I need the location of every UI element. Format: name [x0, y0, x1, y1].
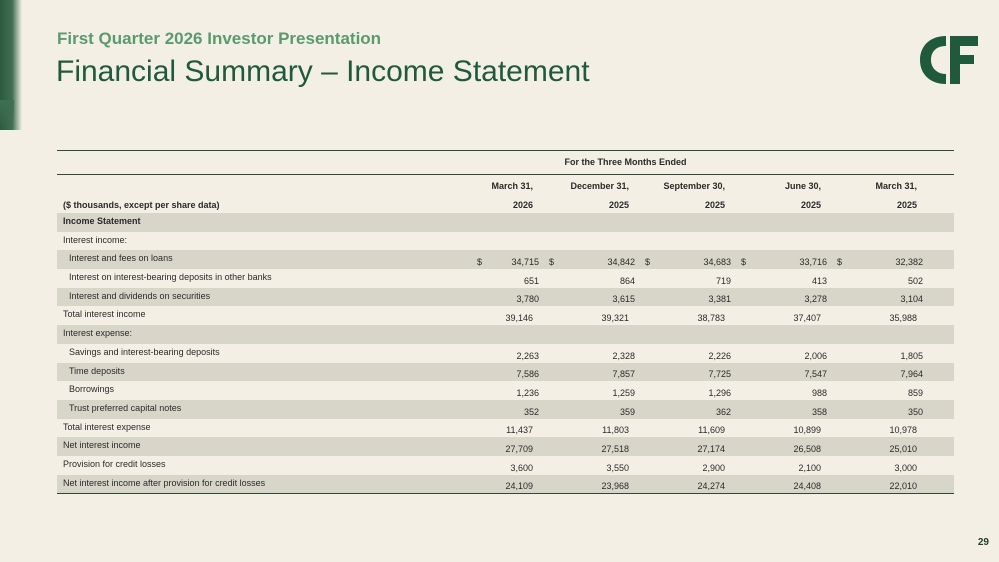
cell-value: 358	[811, 406, 827, 417]
table-body	[57, 213, 954, 493]
cell-value: 719	[715, 275, 731, 286]
cell-value: 362	[715, 406, 731, 417]
table-cell	[463, 230, 535, 232]
table-row	[57, 325, 954, 344]
table-row	[57, 381, 954, 400]
table-row	[57, 288, 954, 307]
cell-value: 350	[907, 406, 923, 417]
table-cell	[727, 342, 823, 344]
cell-value: 864	[619, 275, 635, 286]
table-cell	[535, 230, 631, 232]
cell-value: 24,408	[793, 481, 821, 492]
cell-value: 1,296	[708, 387, 731, 398]
table-cell	[463, 425, 535, 437]
cell-value: 33,716	[799, 257, 827, 268]
cell-value: 37,407	[793, 313, 821, 324]
table-cell	[535, 313, 631, 325]
table-cell	[463, 313, 535, 325]
cell-value: 502	[907, 275, 923, 286]
cell-value: 2,900	[702, 462, 725, 473]
slide-title: Financial Summary – Income Statement	[56, 55, 590, 88]
col-month: December 31,	[570, 181, 629, 191]
presentation-subtitle: First Quarter 2026 Investor Presentation	[57, 29, 382, 48]
table-cell	[823, 444, 919, 456]
cell-value: 3,600	[510, 462, 533, 473]
cell-value: 2,100	[798, 462, 821, 473]
table-cell	[637, 276, 733, 288]
cell-value: 2,263	[516, 350, 539, 361]
cell-value: 11,803	[602, 425, 629, 436]
table-row	[57, 213, 954, 232]
table-cell	[733, 276, 829, 288]
table-cell	[469, 388, 541, 400]
row-label: Total interest income	[63, 309, 146, 320]
cell-value: 24,109	[505, 481, 533, 492]
cell-value: 10,978	[889, 425, 917, 436]
table-cell	[535, 248, 631, 250]
cell-value: 3,780	[516, 294, 539, 305]
table-cell	[823, 425, 919, 437]
cell-value: 27,518	[601, 443, 629, 454]
table-cell	[727, 248, 823, 250]
table-cell	[535, 481, 631, 493]
decorative-left-band	[0, 0, 22, 130]
table-cell	[469, 294, 541, 306]
cell-value: 859	[907, 387, 923, 398]
row-label: Income Statement	[63, 216, 141, 226]
table-row	[57, 269, 954, 288]
table-cell	[727, 230, 823, 232]
table-cell	[637, 294, 733, 306]
cell-value: 39,146	[505, 313, 533, 324]
table-cell	[637, 388, 733, 400]
cell-value: 988	[811, 387, 827, 398]
dollar-sign: $	[477, 257, 483, 268]
table-cell	[637, 257, 733, 269]
row-label: Net interest income	[63, 440, 141, 451]
cell-value: 39,321	[601, 313, 629, 324]
table-cell	[541, 294, 637, 306]
table-cell	[631, 313, 727, 325]
table-cell	[637, 407, 733, 419]
cell-value: 3,550	[606, 462, 629, 473]
table-row	[57, 400, 954, 419]
cell-value: 3,000	[894, 462, 917, 473]
table-row	[57, 306, 954, 325]
col-year: 2025	[704, 200, 725, 210]
header-row-months	[57, 175, 954, 194]
cell-value: 3,278	[804, 294, 827, 305]
table-cell	[637, 351, 733, 363]
table-cell	[829, 257, 925, 269]
cell-value: 413	[811, 275, 827, 286]
cell-value: 34,842	[607, 257, 635, 268]
col-month: March 31,	[875, 181, 917, 191]
table-cell	[727, 481, 823, 493]
col-year: 2025	[608, 200, 629, 210]
row-label: Borrowings	[69, 384, 115, 395]
cell-value: 32,382	[895, 257, 923, 268]
row-label: Savings and interest-bearing deposits	[69, 346, 220, 357]
row-label: Interest and fees on loans	[69, 253, 173, 264]
table-cell	[727, 463, 823, 475]
table-cell	[541, 351, 637, 363]
table-cell	[631, 342, 727, 344]
table-cell	[631, 444, 727, 456]
row-label: Interest income:	[63, 234, 128, 245]
table-row	[57, 437, 954, 456]
table-cell	[463, 463, 535, 475]
dollar-sign: $	[549, 257, 555, 268]
cell-value: 35,988	[889, 313, 917, 324]
cell-value: 7,547	[804, 369, 827, 380]
cell-value: 26,508	[793, 443, 821, 454]
cell-value: 7,857	[612, 369, 635, 380]
row-label: Interest on interest-bearing deposits in other banks	[69, 272, 272, 283]
table-row	[57, 419, 954, 438]
table-cell	[541, 407, 637, 419]
table-cell	[829, 276, 925, 288]
table-cell	[637, 369, 733, 381]
table-row	[57, 363, 954, 382]
dollar-sign: $	[645, 257, 651, 268]
row-label: Net interest income after provision for credit losses	[63, 477, 266, 488]
col-month: June 30,	[784, 181, 821, 191]
table-cell	[541, 369, 637, 381]
cf-monogram-logo-icon	[916, 30, 980, 90]
table-cell	[469, 369, 541, 381]
row-label: Provision for credit losses	[63, 458, 166, 469]
svg-text:&: &	[937, 56, 949, 71]
table-cell	[631, 463, 727, 475]
cell-value: 359	[619, 406, 635, 417]
row-label: Time deposits	[69, 365, 125, 376]
cell-value: 34,683	[703, 257, 731, 268]
table-cell	[535, 342, 631, 344]
table-cell	[733, 388, 829, 400]
table-cell	[823, 248, 919, 250]
table-cell	[469, 276, 541, 288]
table-cell	[631, 230, 727, 232]
table-cell	[829, 369, 925, 381]
cell-value: 25,010	[889, 443, 917, 454]
table-cell	[469, 407, 541, 419]
table-cell	[727, 313, 823, 325]
cell-value: 2,226	[708, 350, 731, 361]
cell-value: 22,010	[889, 481, 917, 492]
table-cell	[727, 444, 823, 456]
table-cell	[541, 257, 637, 269]
table-cell	[823, 481, 919, 493]
table-cell	[733, 369, 829, 381]
dollar-sign: $	[837, 257, 843, 268]
table-cell	[463, 444, 535, 456]
col-year: 2025	[896, 200, 917, 210]
cell-value: 2,006	[804, 350, 827, 361]
table-cell	[541, 276, 637, 288]
table-cell	[733, 351, 829, 363]
cell-value: 10,899	[793, 425, 821, 436]
table-cell	[823, 342, 919, 344]
table-cell	[823, 463, 919, 475]
cell-value: 11,437	[506, 425, 533, 436]
income-statement-table	[57, 150, 954, 494]
page-number: 29	[977, 537, 989, 548]
cell-value: 352	[523, 406, 539, 417]
cell-value: 651	[523, 275, 539, 286]
table-row	[57, 232, 954, 251]
table-cell	[631, 248, 727, 250]
table-cell	[823, 230, 919, 232]
table-cell	[727, 425, 823, 437]
table-cell	[541, 388, 637, 400]
table-cell	[463, 481, 535, 493]
row-label: Total interest expense	[63, 421, 151, 432]
col-month: September 30,	[663, 181, 725, 191]
table-cell	[535, 425, 631, 437]
row-label: Trust preferred capital notes	[69, 402, 182, 413]
cell-value: 23,968	[601, 481, 629, 492]
table-cell	[463, 248, 535, 250]
table-cell	[631, 481, 727, 493]
cell-value: 38,783	[697, 313, 725, 324]
table-cell	[823, 313, 919, 325]
units-label: ($ thousands, except per share data)	[63, 200, 220, 210]
table-row	[57, 344, 954, 363]
cell-value: 27,174	[697, 443, 725, 454]
cell-value: 2,328	[612, 350, 635, 361]
row-label: Interest and dividends on securities	[69, 290, 211, 301]
cell-value: 7,725	[708, 369, 731, 380]
table-cell	[829, 294, 925, 306]
cell-value: 3,615	[612, 294, 635, 305]
table-cell	[733, 257, 829, 269]
dollar-sign: $	[741, 257, 747, 268]
cell-value: 11,609	[698, 425, 725, 436]
col-month: March 31,	[491, 181, 533, 191]
table-cell	[469, 351, 541, 363]
col-year: 2026	[512, 200, 533, 210]
table-cell	[829, 407, 925, 419]
cell-value: 27,709	[505, 443, 533, 454]
table-cell	[535, 463, 631, 475]
row-label: Interest expense:	[63, 328, 133, 339]
table-row	[57, 475, 954, 494]
table-bottom-rule	[57, 493, 954, 494]
table-cell	[463, 342, 535, 344]
table-cell	[733, 407, 829, 419]
table-cell	[733, 294, 829, 306]
cell-value: 1,259	[612, 387, 635, 398]
table-row	[57, 456, 954, 475]
cell-value: 7,964	[900, 369, 923, 380]
cell-value: 1,236	[516, 387, 539, 398]
period-header: For the Three Months Ended	[57, 151, 954, 175]
cell-value: 3,381	[708, 294, 731, 305]
table-cell	[829, 351, 925, 363]
cell-value: 1,805	[900, 350, 923, 361]
cell-value: 24,274	[697, 481, 725, 492]
table-cell	[469, 257, 541, 269]
col-year: 2025	[800, 200, 821, 210]
table-cell	[829, 388, 925, 400]
header-row-years	[57, 194, 954, 213]
table-cell	[631, 425, 727, 437]
cell-value: 7,586	[516, 369, 539, 380]
cell-value: 34,715	[511, 257, 539, 268]
table-cell	[535, 444, 631, 456]
table-row	[57, 250, 954, 269]
cell-value: 3,104	[900, 294, 923, 305]
